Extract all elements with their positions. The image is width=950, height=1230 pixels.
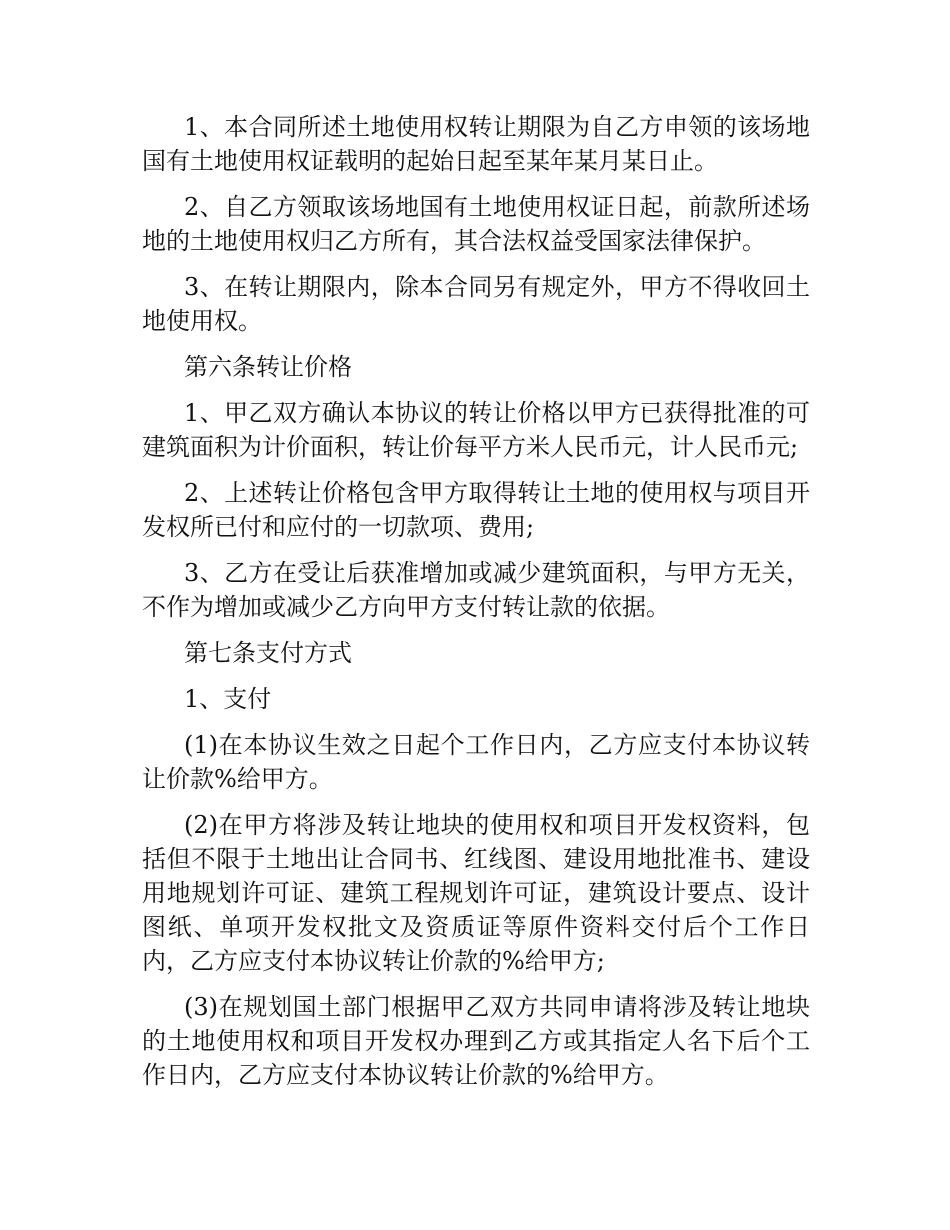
article-6-heading: 第六条转让价格 [184, 353, 352, 381]
clause-7-subitem-1: (1)在本协议生效之日起个工作日内，乙方应支付本协议转让价款%给甲方。 [142, 731, 810, 793]
clause-7-subitem-2: (2)在甲方将涉及转让地块的使用权和项目开发权资料，包括但不限于土地出让合同书、红线图、建设用地批准书、建设用地规划许可证、建筑工程规划许可证，建筑设计要点、设计图纸、单项开发权批文及资质证等原件资料交付后个工作日内，乙方应支付本协议转让价款的%给甲方; [142, 811, 810, 975]
document-body [142, 110, 810, 1104]
clause-5-item-3: 3、在转让期限内，除本合同另有规定外，甲方不得收回土地使用权。 [142, 273, 810, 335]
clause-6-item-1: 1、甲乙双方确认本协议的转让价格以甲方已获得批准的可建筑面积为计价面积，转让价每平方米人民币元，计人民币元; [142, 399, 810, 461]
clause-7-item-1: 1、支付 [184, 685, 272, 713]
clause-7-subitem-3: (3)在规划国土部门根据甲乙双方共同申请将涉及转让地块的土地使用权和项目开发权办理到乙方或其指定人名下后个工作日内，乙方应支付本协议转让价款的%给甲方。 [142, 993, 810, 1089]
article-7-heading: 第七条支付方式 [184, 639, 352, 667]
clause-6-item-3: 3、乙方在受让后获准增加或减少建筑面积，与甲方无关，不作为增加或减少乙方向甲方支付转让款的依据。 [142, 559, 810, 621]
clause-6-item-2: 2、上述转让价格包含甲方取得转让土地的使用权与项目开发权所已付和应付的一切款项、费用; [142, 479, 810, 541]
clause-5-item-1: 1、本合同所述土地使用权转让期限为自乙方申领的该场地国有土地使用权证载明的起始日起至某年某月某日止。 [142, 113, 810, 175]
clause-5-item-2: 2、自乙方领取该场地国有土地使用权证日起，前款所述场地的土地使用权归乙方所有，其合法权益受国家法律保护。 [142, 193, 810, 255]
